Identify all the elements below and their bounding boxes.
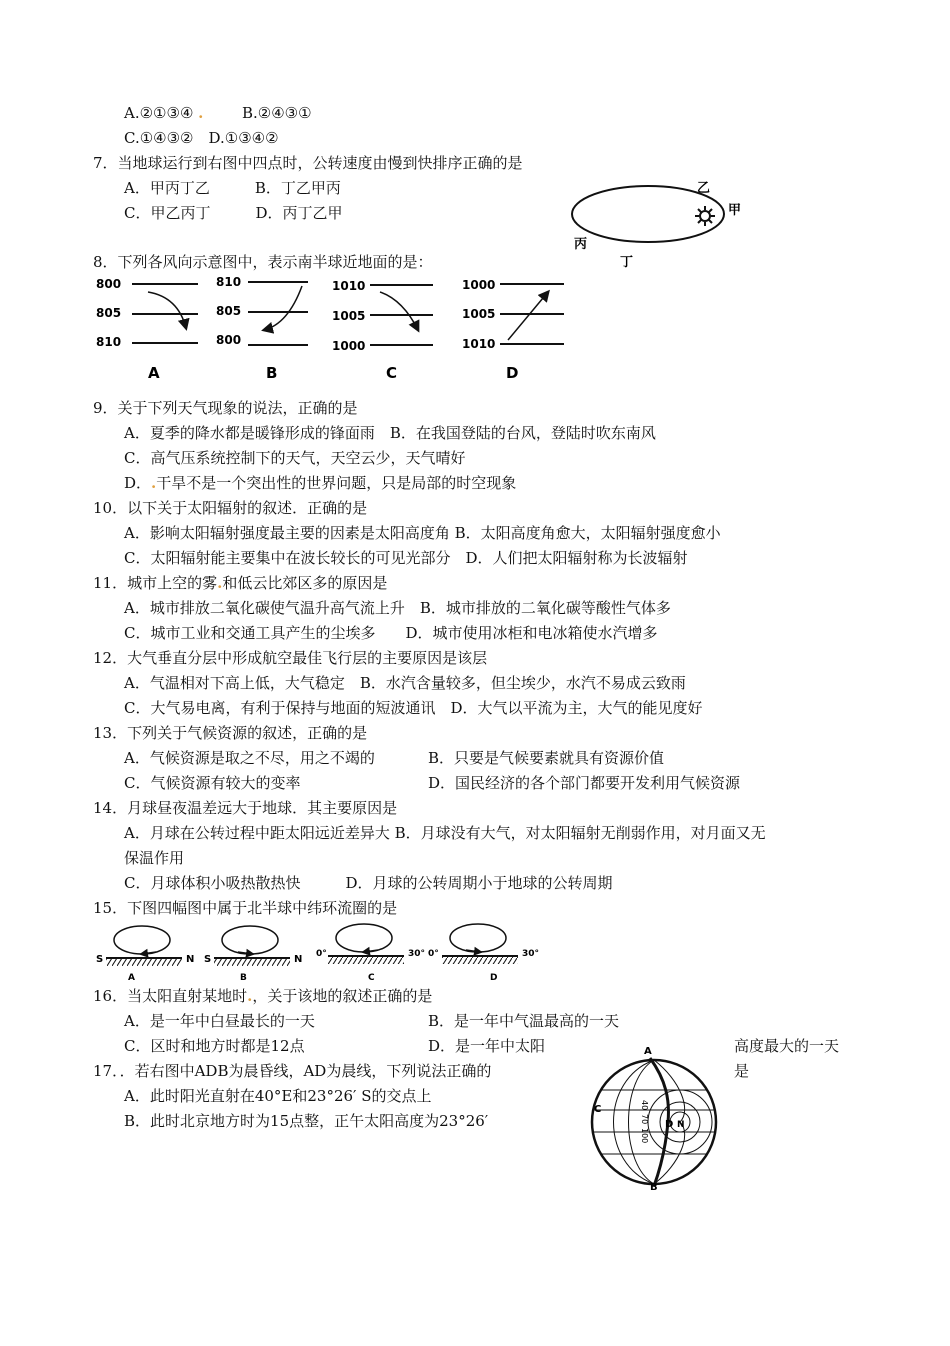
question-15: 15．下图四幅图中属于北半球中纬环流圈的是 <box>93 899 398 917</box>
panel-letter: B <box>266 364 278 382</box>
globe-diagram <box>580 1040 730 1190</box>
question-14-options-ab: A．月球在公转过程中距太阳远近差异大 B．月球没有大气，对太阳辐射无削弱作用，对月面又无 <box>124 824 766 842</box>
question-13-option-d: D．国民经济的各个部门都要开发利用气候资源 <box>428 774 741 792</box>
panel-side-label: 30° <box>408 949 426 959</box>
orbit-diagram <box>560 170 760 270</box>
isobar-label: 800 <box>216 333 242 347</box>
isobar-label: 1005 <box>462 307 496 321</box>
isobar-label: 810 <box>96 335 122 349</box>
decorative-dot: . <box>198 104 204 122</box>
panel-letter: C <box>368 973 375 983</box>
isobar-label: 805 <box>96 306 122 320</box>
isobar-label: 800 <box>96 277 122 291</box>
question-16-option-a: A．是一年中白昼最长的一天 <box>124 1012 315 1030</box>
isobar-label: 1005 <box>332 309 366 323</box>
isobar-label: 1000 <box>332 339 366 353</box>
latitude-label: 70 <box>640 1114 649 1125</box>
panel-side-label: N <box>186 954 195 965</box>
wind-panel-a <box>96 277 198 382</box>
decorative-dot: . <box>217 574 223 592</box>
wind-panel-c <box>332 279 433 382</box>
question-9-option-c: C．高气压系统控制下的天气，天空云少，天气晴好 <box>124 449 466 467</box>
question-10-options-cd: C．太阳辐射能主要集中在波长较长的可见光部分 D．人们把太阳辐射称为长波辐射 <box>124 549 688 567</box>
panel-side-label: S <box>204 954 212 965</box>
wind-direction-diagram <box>88 272 588 384</box>
question-14-options-cd: C．月球体积小吸热散热快 D．月球的公转周期小于地球的公转周期 <box>124 874 613 892</box>
latitude-label: 100 <box>640 1128 649 1144</box>
circulation-panel-d <box>428 924 539 983</box>
globe-label-n: N <box>677 1120 685 1130</box>
question-17-option-b: B．此时北京地方时为15点整，正午太阳高度为23°26′ <box>124 1112 489 1130</box>
panel-letter: D <box>490 973 498 983</box>
globe-label-a: A <box>644 1046 652 1057</box>
panel-letter: D <box>506 364 519 382</box>
question-13: 13．下列关于气候资源的叙述，正确的是 <box>93 724 368 742</box>
orbit-label-yi: 乙 <box>697 181 711 196</box>
panel-side-label: S <box>96 954 104 965</box>
question-11: 11．城市上空的雾.和低云比郊区多的原因是 <box>93 574 388 592</box>
question-16-option-d-cont: 高度最大的一天 <box>734 1037 840 1055</box>
question-7-options-ab: A．甲丙丁乙 B．丁乙甲丙 <box>124 179 341 197</box>
sun-icon <box>695 206 715 226</box>
globe-label-b: B <box>650 1182 658 1190</box>
globe-outline <box>592 1060 716 1184</box>
panel-side-label: 0° <box>316 949 327 959</box>
panel-letter: C <box>386 364 398 382</box>
option-b-q6: B.②④③① <box>242 104 312 122</box>
globe-label-d: D <box>665 1119 674 1130</box>
isobar-label: 1000 <box>462 278 496 292</box>
question-17-option-a: A．此时阳光直射在40°E和23°26′ S的交点上 <box>124 1087 432 1105</box>
decorative-dot: . <box>151 474 157 492</box>
decorative-dot: . <box>247 987 253 1005</box>
question-17-cont: 是 <box>734 1062 750 1080</box>
option-cd-q6: C.①④③② D.①③④② <box>124 129 279 147</box>
question-10: 10．以下关于太阳辐射的叙述．正确的是 <box>93 499 368 517</box>
question-13-option-b: B．只要是气候要素就具有资源价值 <box>428 749 665 767</box>
question-12-options-ab: A．气温相对下高上低，大气稳定 B．水汽含量较多，但尘埃少，水汽不易成云致雨 <box>124 674 686 692</box>
question-17: 17．．若右图中ADB为晨昏线，AD为晨线，下列说法正确的 <box>93 1062 492 1080</box>
question-14: 14．月球昼夜温差远大于地球．其主要原因是 <box>93 799 398 817</box>
isobar-label: 810 <box>216 275 242 289</box>
question-11-options-ab: A．城市排放二氧化碳使气温升高气流上升 B．城市排放的二氧化碳等酸性气体多 <box>124 599 671 617</box>
question-9: 9．关于下列天气现象的说法，正确的是 <box>93 399 358 417</box>
question-8: 8．下列各风向示意图中，表示南半球近地面的是： <box>93 253 433 271</box>
orbit-label-bing: 丙 <box>574 237 588 252</box>
question-11-options-cd: C．城市工业和交通工具产生的尘埃多 D．城市使用冰柜和电冰箱使水汽增多 <box>124 624 658 642</box>
isobar-label: 805 <box>216 304 242 318</box>
wind-panel-b <box>216 275 308 382</box>
circulation-panel-a <box>96 926 194 983</box>
isobar-label: 1010 <box>332 279 366 293</box>
question-7: 7．当地球运行到右图中四点时，公转速度由慢到快排序正确的是 <box>93 154 523 172</box>
question-14-option-b-cont: 保温作用 <box>124 849 185 867</box>
question-9-options-ab: A．夏季的降水都是暖锋形成的锋面雨 B．在我国登陆的台风，登陆时吹东南风 <box>124 424 656 442</box>
globe-label-c: C <box>594 1104 602 1115</box>
orbit-label-ding: 丁 <box>620 255 634 270</box>
panel-side-label: 0° <box>428 949 439 959</box>
question-7-options-cd: C．甲乙丙丁 D．丙丁乙甲 <box>124 204 343 222</box>
question-10-options-ab: A．影响太阳辐射强度最主要的因素是太阳高度角 B．太阳高度角愈大，太阳辐射强度愈小 <box>124 524 721 542</box>
question-16-option-b: B．是一年中气温最高的一天 <box>428 1012 620 1030</box>
panel-side-label: 30° <box>522 949 540 959</box>
question-9-option-d: D．.干旱不是一个突出性的世界问题，只是局部的时空现象 <box>124 474 517 492</box>
question-16-option-c: C．区时和地方时都是12点 <box>124 1037 305 1055</box>
isobar-label: 1010 <box>462 337 496 351</box>
question-12-options-cd: C．大气易电离，有利于保持与地面的短波通讯 D．大气以平流为主，大气的能见度好 <box>124 699 703 717</box>
orbit-label-jia: 甲 <box>728 203 742 218</box>
circulation-diagram <box>92 918 552 986</box>
panel-letter: B <box>240 973 247 983</box>
question-13-option-a: A．气候资源是取之不尽，用之不竭的 <box>124 749 375 767</box>
panel-side-label: N <box>294 954 303 965</box>
circulation-panel-c <box>316 924 425 983</box>
circulation-panel-b <box>204 926 302 983</box>
option-a-q6: A.②①③④ . <box>124 104 204 122</box>
panel-letter: A <box>148 364 160 382</box>
question-16: 16．当太阳直射某地时.，关于该地的叙述正确的是 <box>93 987 433 1005</box>
question-16-option-d: D．是一年中太阳 <box>428 1037 546 1055</box>
latitude-label: 40 <box>640 1100 649 1111</box>
panel-letter: A <box>128 973 135 983</box>
question-13-option-c: C．气候资源有较大的变率 <box>124 774 301 792</box>
wind-panel-d <box>462 278 564 382</box>
question-12: 12．大气垂直分层中形成航空最佳飞行层的主要原因是该层 <box>93 649 488 667</box>
